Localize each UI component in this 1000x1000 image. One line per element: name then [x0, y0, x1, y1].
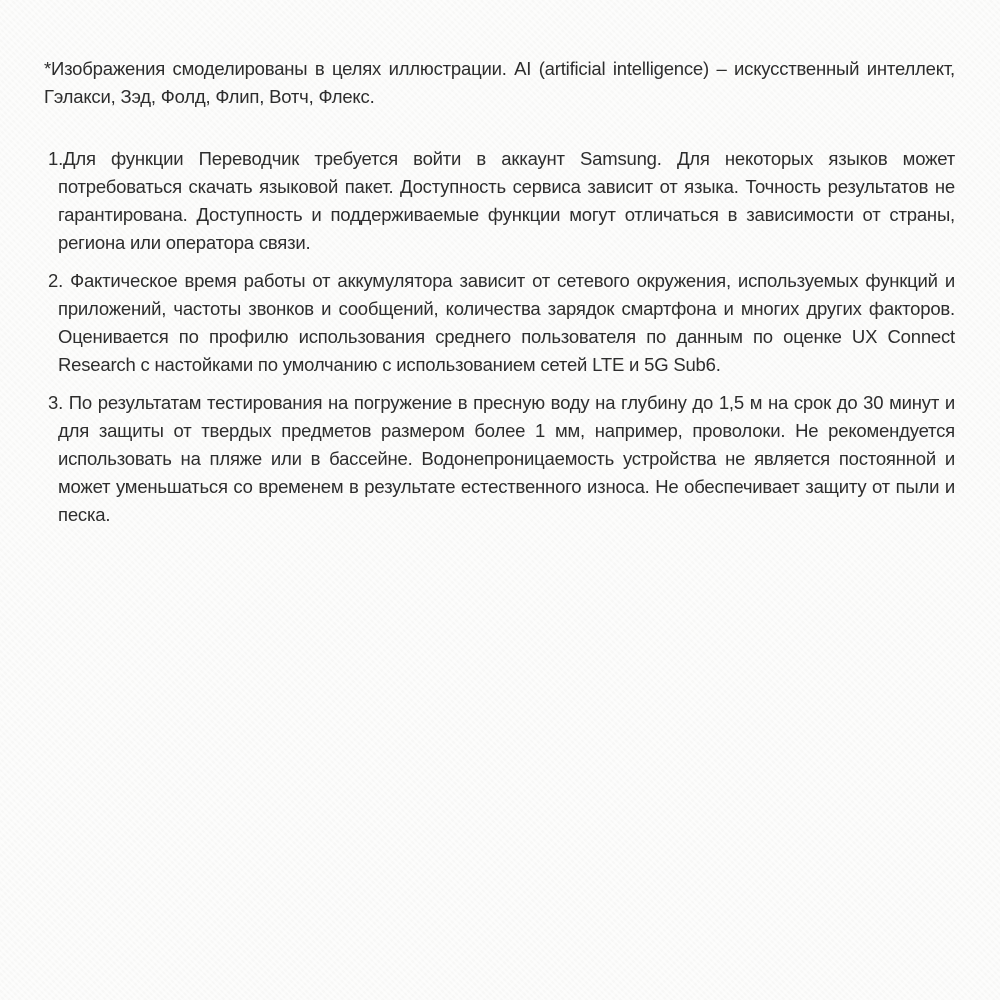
footnote-item-1: [44, 145, 955, 257]
footnote-text-2: Фактическое время работы от аккумулятора зависит от сетевого окружения, используемых функций и приложений, частоты звонков и сообщений, количества зарядок смартфона и многих других факторов. Оценивается по профилю использования среднего пользователя по данным по оценке UX Connect Research с настойками по умолчанию с использованием сетей LTE и 5G Sub6.: [58, 270, 956, 375]
intro-paragraph: *Изображения смоделированы в целях иллюстрации. AI (artificial intelligence) – искусственный интеллект, Гэлакси, Зэд, Фолд, Флип, Вотч, Флекс.: [44, 58, 955, 107]
footnote-list: [44, 145, 955, 529]
footnote-text-3: По результатам тестирования на погружение в пресную воду на глубину до 1,5 м на срок до 30 минут и для защиты от твердых предметов размером более 1 мм, например, проволоки. Не рекомендуется использовать на пляже или в бассейне. Водонепроницаемость устройства не является постоянной и может уменьшаться со временем в результате естественного износа. Не обеспечивает защиту от пыли и песка.: [58, 392, 956, 525]
footnote-number-3: 3.: [48, 392, 69, 413]
footnote-number-2: 2.: [48, 270, 71, 291]
footnote-item-2: [44, 267, 955, 379]
footnote-text-1: Для функции Переводчик требуется войти в аккаунт Samsung. Для некоторых языков может потребоваться скачать языковой пакет. Доступность сервиса зависит от языка. Точность результатов не гарантирована. Доступность и поддерживаемые функции могут отличаться в зависимости от страны, региона или оператора связи.: [58, 148, 955, 253]
footnote-item-3: [44, 389, 955, 529]
footnote-number-1: 1.: [48, 148, 64, 169]
